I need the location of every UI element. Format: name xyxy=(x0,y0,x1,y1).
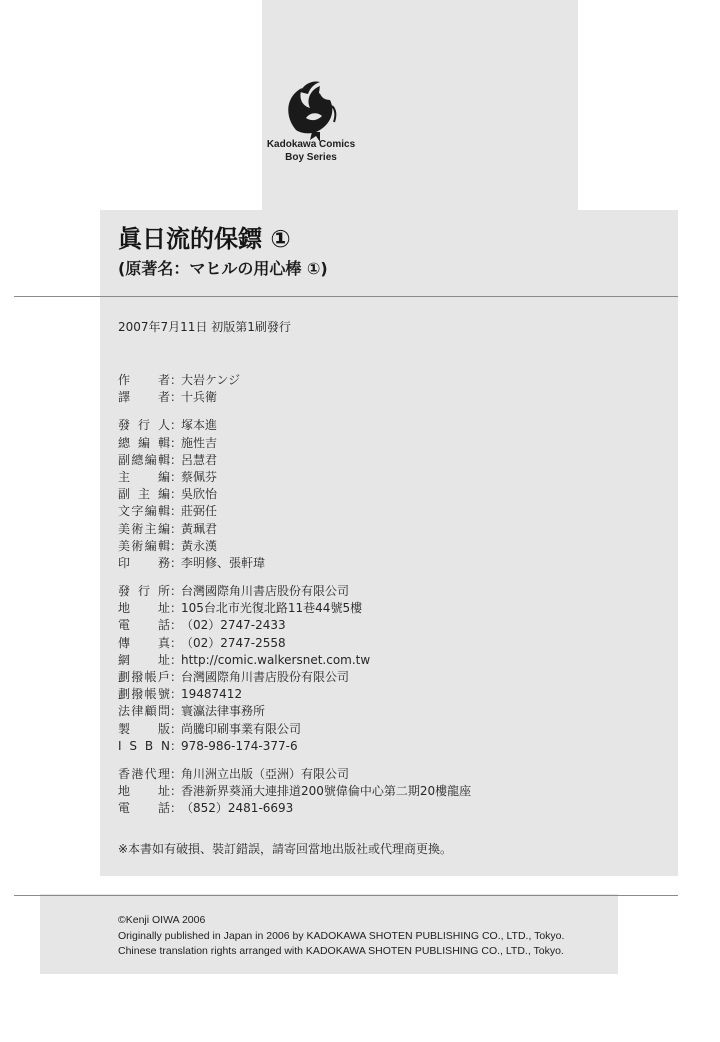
series-line-2: Boy Series xyxy=(285,152,337,163)
credit-colon: ： xyxy=(170,555,183,570)
credit-label: 劃 撥 帳 號 xyxy=(118,687,170,702)
credit-colon: ： xyxy=(170,504,183,519)
credit-label: 副 總 編 輯 xyxy=(118,452,170,467)
credit-colon: ： xyxy=(170,784,183,799)
publication-date: 2007年7月11日 初版第1刷發行 xyxy=(118,320,291,334)
credit-colon: ： xyxy=(170,687,183,702)
credit-value: 香港新界葵涌大連排道200號偉倫中心第二期20樓龍座 xyxy=(181,784,472,799)
credit-colon: ： xyxy=(170,670,183,684)
credit-label: I S B N xyxy=(118,738,170,753)
credit-colon: ： xyxy=(170,601,183,616)
credit-row xyxy=(118,617,471,634)
credit-value: 105台北市光復北路11巷44號5樓 xyxy=(181,601,363,616)
credit-row xyxy=(118,783,471,800)
credit-label: 發 行 所 xyxy=(118,584,170,599)
credit-label: 法 律 顧 問 xyxy=(118,704,170,719)
credit-value: 19487412 xyxy=(181,687,243,702)
credit-colon: ： xyxy=(170,469,183,484)
credit-row xyxy=(118,417,471,434)
credit-row xyxy=(118,703,471,720)
credits-group xyxy=(118,583,471,755)
credit-value: 台灣國際角川書店股份有限公司 xyxy=(181,670,350,684)
copyright-footer xyxy=(118,913,564,960)
credit-colon: ： xyxy=(170,452,183,467)
credit-colon: ： xyxy=(170,801,183,816)
credit-label: 電 話 xyxy=(118,801,170,816)
credit-row xyxy=(118,652,471,669)
credit-label: 印 務 xyxy=(118,555,170,570)
copyright-line: ©Kenji OIWA 2006 xyxy=(118,914,206,926)
credit-label: 電 話 xyxy=(118,618,170,633)
credit-value: （852）2481-6693 xyxy=(181,801,294,816)
credit-value: 978-986-174-377-6 xyxy=(181,738,298,753)
credit-value: 十兵衛 xyxy=(181,390,218,405)
credit-label: 副 主 編 xyxy=(118,487,170,502)
credits-group xyxy=(118,766,471,818)
credit-label: 主 編 xyxy=(118,469,170,484)
published-line: Originally published in Japan in 2006 by KADOKAWA SHOTEN PUBLISHING CO., LTD., Tokyo. xyxy=(118,929,565,942)
credit-colon: ： xyxy=(170,766,183,781)
credit-value: 寰瀛法律事務所 xyxy=(181,704,266,719)
credit-colon: ： xyxy=(170,618,183,633)
footer-divider-rule xyxy=(14,895,678,896)
credit-row xyxy=(118,538,471,555)
credit-row xyxy=(118,372,471,389)
credits-group xyxy=(118,417,471,572)
credit-label: 製 版 xyxy=(118,721,170,736)
credit-row xyxy=(118,738,471,755)
credit-colon: ： xyxy=(170,538,183,553)
credit-value: 施性吉 xyxy=(181,435,218,450)
credit-value: http://comic.walkersnet.com.tw xyxy=(181,652,371,667)
credit-label: 作 者 xyxy=(118,373,170,387)
credits-list xyxy=(118,372,471,829)
credit-colon: ： xyxy=(170,435,183,450)
credit-value: 台灣國際角川書店股份有限公司 xyxy=(181,584,350,599)
credit-colon: ： xyxy=(170,487,183,502)
credit-value: 尚騰印刷事業有限公司 xyxy=(181,721,302,736)
original-title: (原著名：マヒルの用心棒 ①) xyxy=(118,259,328,278)
credit-row xyxy=(118,486,471,503)
credit-value: （02）2747-2558 xyxy=(181,635,286,650)
credit-value: 黃永漢 xyxy=(181,538,218,553)
credit-colon: ： xyxy=(170,635,183,650)
series-line-1: Kadokawa Comics xyxy=(266,139,356,150)
credit-label: 發 行 人 xyxy=(118,418,170,433)
credit-label: 美 術 編 輯 xyxy=(118,538,170,553)
credit-colon: ： xyxy=(170,390,183,405)
divider-rule xyxy=(14,296,678,297)
credit-row xyxy=(118,600,471,617)
credit-colon: ： xyxy=(170,373,183,387)
damage-notice: ※本書如有破損、裝訂錯誤，請寄回當地出版社或代理商更換。 xyxy=(118,842,453,856)
credit-value: 黃珮君 xyxy=(181,521,218,536)
credit-value: 李明修、張軒瑋 xyxy=(181,555,266,570)
credit-colon: ： xyxy=(170,418,183,433)
credit-label: 地 址 xyxy=(118,601,170,616)
credit-row xyxy=(118,583,471,600)
credit-row xyxy=(118,469,471,486)
credit-colon: ： xyxy=(170,584,183,599)
credit-colon: ： xyxy=(170,652,183,667)
credit-value: 莊弼任 xyxy=(181,504,218,519)
credit-value: 塚本進 xyxy=(181,418,218,433)
credit-label: 網 址 xyxy=(118,652,170,667)
credit-row xyxy=(118,800,471,817)
credit-row xyxy=(118,389,471,406)
credit-colon: ： xyxy=(170,704,183,719)
credit-value: （02）2747-2433 xyxy=(181,618,286,633)
credit-value: 大岩ケンジ xyxy=(181,373,241,387)
credit-row xyxy=(118,635,471,652)
credit-colon: ： xyxy=(170,738,183,753)
credit-value: 角川洲立出版（亞洲）有限公司 xyxy=(181,766,350,781)
credit-label: 美 術 主 編 xyxy=(118,521,170,536)
translation-rights-line: Chinese translation rights arranged with KADOKAWA SHOTEN PUBLISHING CO., LTD., Tokyo. xyxy=(118,945,564,957)
series-name xyxy=(250,138,372,164)
credit-label: 劃 撥 帳 戶 xyxy=(118,670,170,684)
credits-group xyxy=(118,372,471,406)
credit-label: 譯 者 xyxy=(118,390,170,405)
credit-value: 蔡佩芬 xyxy=(181,469,218,484)
credit-row xyxy=(118,721,471,738)
book-title: 眞日流的保鏢 ① xyxy=(118,225,291,253)
credit-colon: ： xyxy=(170,521,183,536)
credit-row xyxy=(118,435,471,452)
credit-label: 香 港 代 理 xyxy=(118,766,170,781)
credit-row xyxy=(118,686,471,703)
credit-label: 文 字 編 輯 xyxy=(118,504,170,519)
phoenix-logo-icon xyxy=(276,72,348,144)
credit-value: 呂慧君 xyxy=(181,452,218,467)
credit-label: 地 址 xyxy=(118,784,170,799)
credit-row xyxy=(118,452,471,469)
credit-row xyxy=(118,669,471,686)
credit-label: 傳 真 xyxy=(118,635,170,650)
credit-label: 總 編 輯 xyxy=(118,435,170,450)
credit-row xyxy=(118,766,471,783)
credit-row xyxy=(118,503,471,520)
credit-colon: ： xyxy=(170,721,183,736)
credit-row xyxy=(118,555,471,572)
credit-row xyxy=(118,521,471,538)
credit-value: 吳欣怡 xyxy=(181,487,218,502)
